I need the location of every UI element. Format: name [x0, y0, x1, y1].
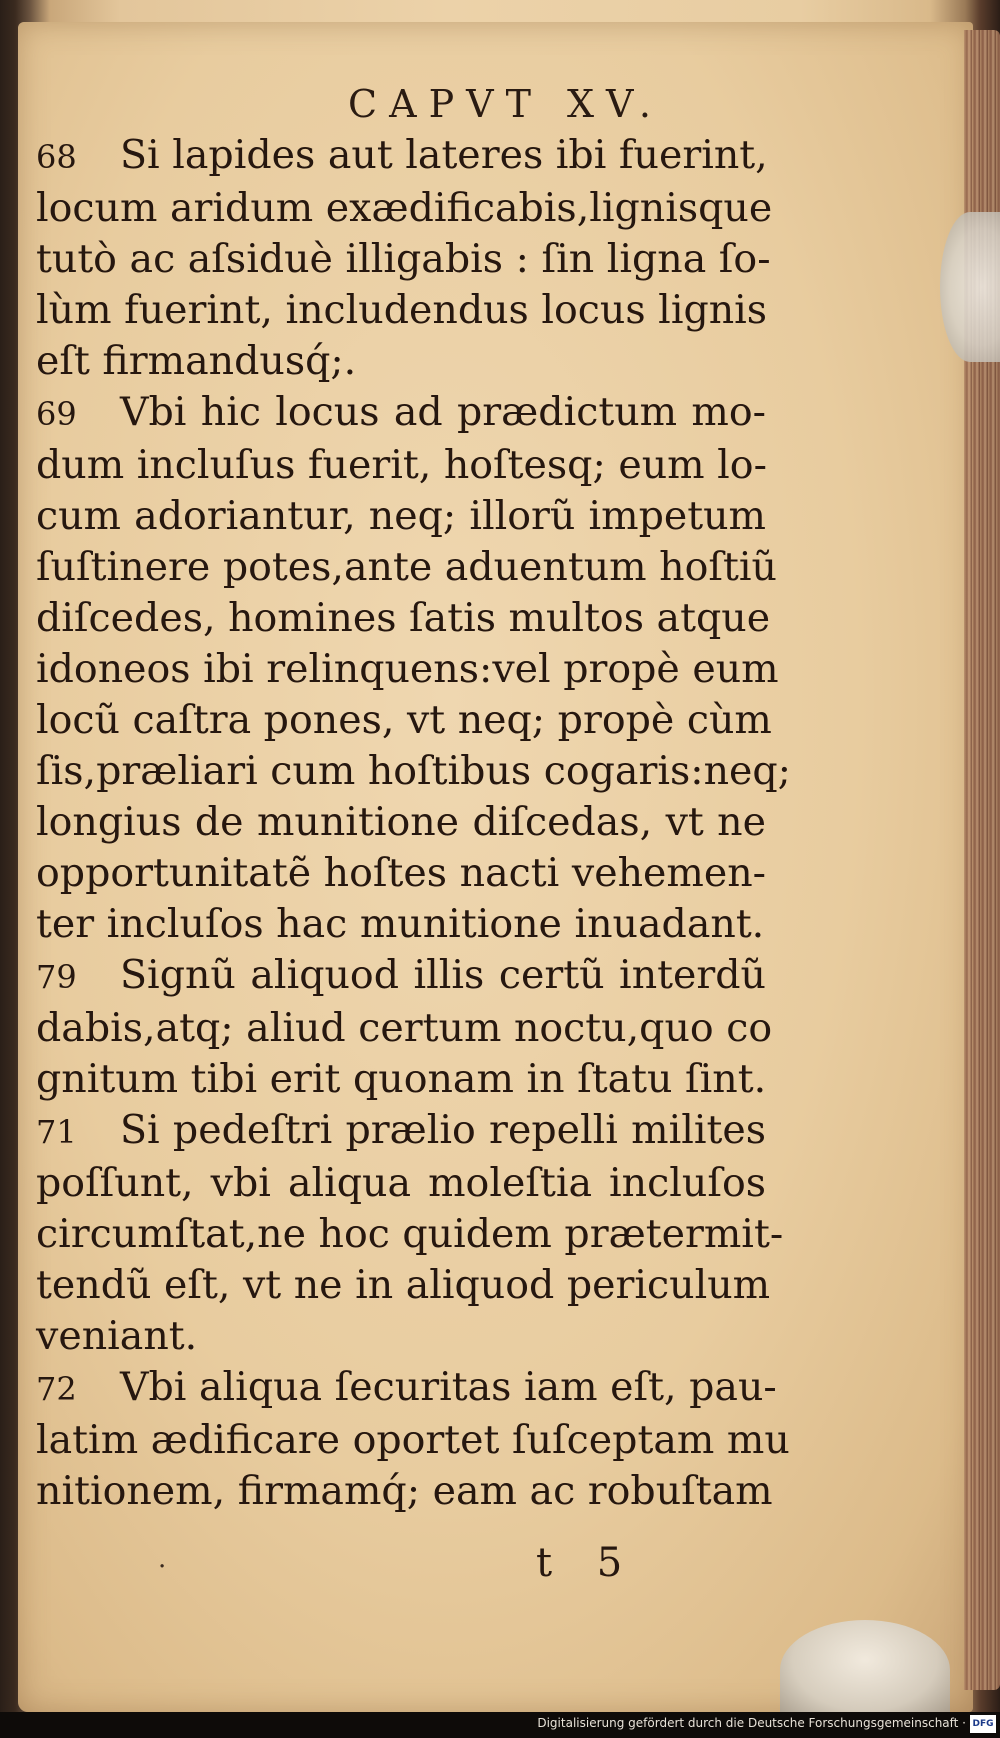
line-text: diſcedes, homines ſatis multos atque — [36, 595, 771, 641]
text-line — [36, 899, 766, 950]
footer-credit: Digitalisierung gefördert durch die Deutsche Forschungsgemeinschaft · — [537, 1716, 966, 1730]
paragraph — [36, 130, 773, 387]
text-line — [36, 1311, 766, 1362]
paragraph — [36, 950, 773, 1105]
text-line — [36, 440, 766, 491]
text-line — [36, 1415, 790, 1466]
text-line — [36, 1362, 777, 1415]
text-line — [36, 1260, 771, 1311]
text-line — [36, 336, 766, 387]
line-text: nitionem, firmamq́; eam ac robuſtam — [36, 1468, 773, 1514]
line-text: Si lapides aut lateres ibi fuerint, — [120, 132, 768, 178]
line-text: eſt firmandusq́;. — [36, 338, 357, 384]
paragraph-number: 72 — [36, 1370, 77, 1408]
line-text: poſſunt, vbi aliqua moleſtia incluſos — [36, 1160, 766, 1206]
text-line — [36, 593, 771, 644]
paragraph-number: 68 — [36, 138, 77, 176]
text-line — [36, 285, 766, 336]
line-text: longius de munitione diſcedas, vt ne — [36, 799, 766, 845]
line-text: Signũ aliquod illis certũ interdũ — [120, 952, 766, 998]
holder-clip-bottom — [780, 1620, 950, 1720]
text-line — [36, 183, 773, 234]
line-text: cum adoriantur, neq; illorũ impetum — [36, 493, 766, 539]
text-line — [36, 1158, 766, 1209]
running-head: CAPVT XV. — [348, 82, 663, 126]
line-text: opportunitatẽ hoſtes nacti vehemen- — [36, 850, 766, 896]
text-line — [36, 234, 771, 285]
line-text: gnitum tibi erit quonam in ſtatu ſint. — [36, 1056, 767, 1102]
line-text: idoneos ibi relinquens:vel propè eum — [36, 646, 779, 692]
line-text: locũ caſtra pones, vt neq; propè cùm — [36, 697, 772, 743]
line-text: dabis,atq; aliud certum noctu,quo co — [36, 1005, 773, 1051]
line-text: lùm fuerint, includendus locus lignis — [36, 287, 768, 333]
text-line — [36, 1003, 773, 1054]
paragraph — [36, 387, 791, 950]
paragraph-number: 71 — [36, 1113, 77, 1151]
paragraph-number: 69 — [36, 395, 77, 433]
text-line — [36, 1209, 784, 1260]
body-text — [36, 130, 791, 1517]
line-text: ter incluſos hac munitione inuadant. — [36, 901, 765, 947]
text-line — [36, 542, 777, 593]
text-line — [36, 644, 779, 695]
holder-clip-top — [940, 212, 1000, 362]
paper-page — [18, 22, 973, 1712]
text-line — [36, 130, 766, 183]
text-line — [36, 950, 766, 1003]
text-line — [36, 1054, 766, 1105]
text-line — [36, 491, 766, 542]
text-line — [36, 695, 772, 746]
line-text: Vbi hic locus ad prædictum mo- — [120, 389, 766, 435]
line-text: tendũ eſt, vt ne in aliquod periculum — [36, 1262, 771, 1308]
text-line — [36, 848, 766, 899]
paragraph — [36, 1362, 790, 1517]
line-text: Vbi aliqua ſecuritas iam eſt, pau- — [120, 1364, 777, 1410]
text-line — [36, 797, 766, 848]
text-line — [36, 1466, 773, 1517]
line-text: tutò ac aſsiduè illigabis : ſin ligna ſo- — [36, 236, 771, 282]
line-text: locum aridum exædificabis,lignisque — [36, 185, 773, 231]
line-text: ſis,præliari cum hoſtibus cogaris:neq; — [36, 748, 791, 794]
paragraph-number: 79 — [36, 958, 77, 996]
text-line — [36, 387, 766, 440]
dfg-logo: DFG — [970, 1715, 996, 1733]
text-line — [36, 746, 791, 797]
signature-mark: t 5 — [536, 1540, 639, 1586]
line-text: circumſtat,ne hoc quidem prætermit- — [36, 1211, 784, 1257]
line-text: dum incluſus fuerit, hoſtesq; eum lo- — [36, 442, 767, 488]
line-text: Si pedeſtri prælio repelli milites — [120, 1107, 766, 1153]
footer-bar — [0, 1712, 1000, 1738]
line-text: ſuſtinere potes,ante aduentum hoſtiũ — [36, 544, 777, 590]
paragraph — [36, 1105, 784, 1362]
text-line — [36, 1105, 766, 1158]
line-text: latim ædificare oportet ſuſceptam mu — [36, 1417, 790, 1463]
ink-speck: · — [158, 1552, 167, 1582]
line-text: veniant. — [36, 1313, 198, 1359]
